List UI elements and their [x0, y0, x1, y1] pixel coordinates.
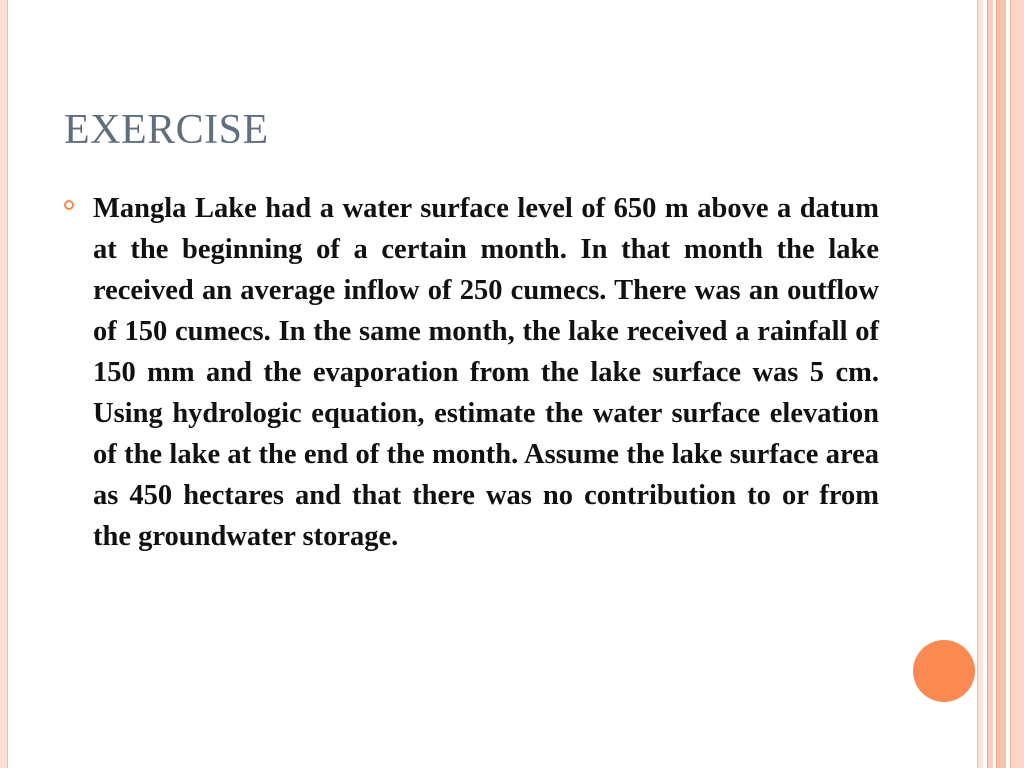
bullet-item: [64, 188, 880, 557]
left-border-decoration: [0, 0, 8, 768]
slide-title: EXERCISE: [64, 107, 269, 153]
bullet-text: Mangla Lake had a water surface level of 650 m above a datum at the beginning of a certain month. In that month the lake received an average inflow of 250 cumecs. There was an outflow of 150 cumecs. In the same month, the lake received a rainfall of 150 mm and the evaporation from the lake surface was 5 cm. Using hydrologic equation, estimate the water surface elevation of the lake at the end of the month. Assume the lake surface area as 450 hectares and that there was no contribution to or from the groundwater storage.: [93, 193, 879, 552]
right-border-stripe-4: [1010, 0, 1024, 768]
hollow-circle-bullet-icon: [64, 200, 74, 210]
right-border-stripe-3: [996, 0, 1006, 768]
orange-circle-decoration-icon: [913, 640, 975, 702]
